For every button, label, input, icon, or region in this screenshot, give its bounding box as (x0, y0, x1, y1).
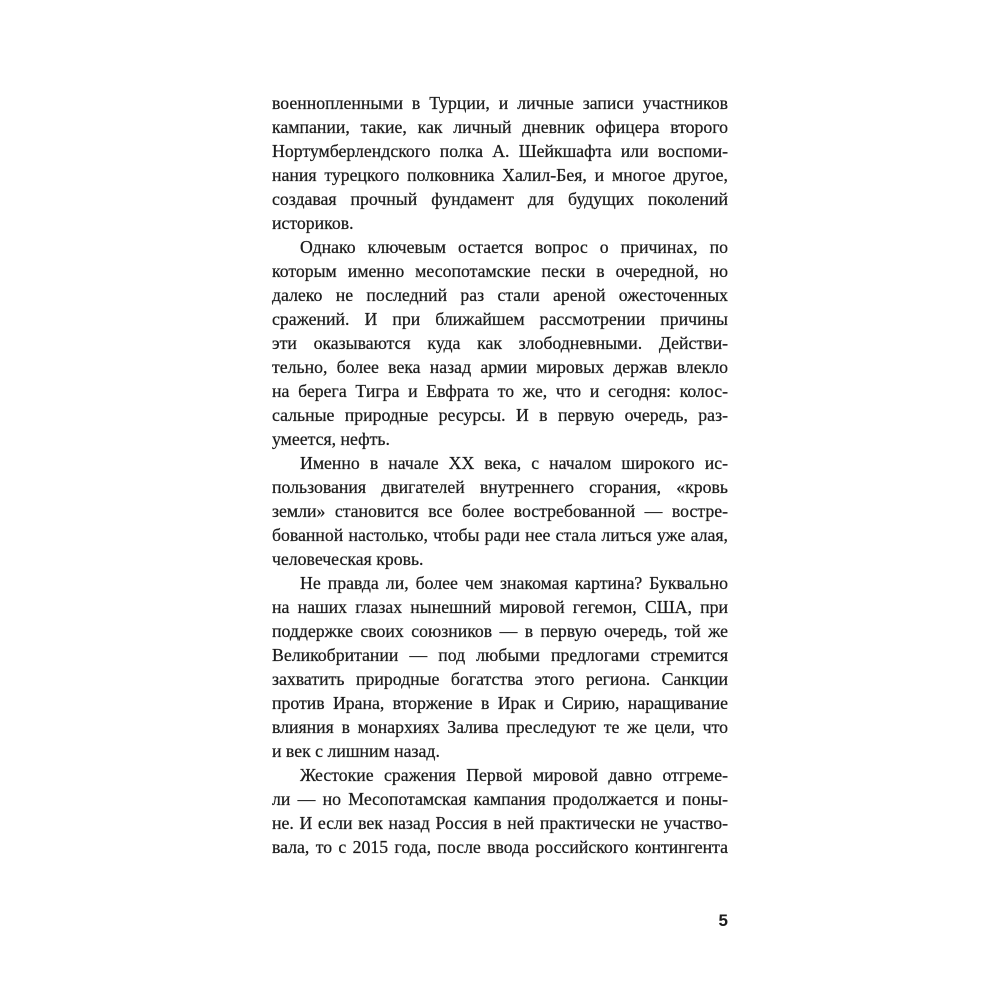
text-line: нания турецкого полковника Халил-Бея, и многое другое, (272, 165, 728, 185)
text-line: не. И если век назад Россия в ней практически не участво- (272, 813, 728, 833)
text-line: поддержке своих союзников — в первую очередь, той же (272, 621, 728, 641)
page-number: 5 (718, 911, 728, 930)
paragraph (272, 571, 728, 763)
text-line: и век с лишним назад. (272, 741, 440, 761)
text-line: Великобритании — под любыми предлогами стремится (272, 645, 728, 665)
text-line: Нортумберлендского полка А. Шейкшафта или воспоми- (272, 141, 728, 161)
text-line: далеко не последний раз стали ареной ожесточенных (272, 285, 728, 305)
text-line: историков. (272, 213, 354, 233)
text-line: которым именно месопотамские пески в очередной, но (272, 261, 728, 281)
text-line: земли» становится все более востребованной — востре- (272, 501, 728, 521)
text-line: Однако ключевым остается вопрос о причинах, по (300, 237, 728, 257)
text-line: человеческая кровь. (272, 549, 424, 569)
text-line: пользования двигателей внутреннего сгорания, «кровь (272, 477, 728, 497)
text-line: бованной настолько, чтобы ради нее стала литься уже алая, (272, 525, 728, 545)
text-line: вала, то с 2015 года, после ввода российского контингента (272, 837, 728, 857)
text-line: влияния в монархиях Залива преследуют те же цели, что (272, 717, 728, 737)
text-line: на берега Тигра и Евфрата то же, что и сегодня: колос- (272, 381, 728, 401)
text-line: умеется, нефть. (272, 429, 390, 449)
text-line: эти оказываются куда как злободневными. Действи- (272, 333, 728, 353)
text-line: тельно, более века назад армии мировых держав влекло (272, 357, 728, 377)
paragraph (272, 763, 728, 859)
text-line: создавая прочный фундамент для будущих поколений (272, 189, 728, 209)
text-line: военнопленными в Турции, и личные записи участников (272, 93, 728, 113)
text-line: ли — но Месопотамская кампания продолжается и поны- (272, 789, 728, 809)
body-text (272, 91, 728, 859)
text-line: Именно в начале XX века, с началом широкого ис- (300, 453, 728, 473)
text-line: захватить природные богатства этого региона. Санкции (272, 669, 728, 689)
paragraph (272, 451, 728, 571)
text-line: сражений. И при ближайшем рассмотрении причины (272, 309, 728, 329)
text-line: сальные природные ресурсы. И в первую очередь, раз- (272, 405, 728, 425)
text-line: на наших глазах нынешний мировой гегемон, США, при (272, 597, 728, 617)
paragraph (272, 91, 728, 235)
text-line: кампании, такие, как личный дневник офицера второго (272, 117, 728, 137)
text-line: Не правда ли, более чем знакомая картина? Буквально (300, 573, 728, 593)
text-line: Жестокие сражения Первой мировой давно отгреме- (300, 765, 728, 785)
paragraph (272, 235, 728, 451)
text-line: против Ирана, вторжение в Ирак и Сирию, наращивание (272, 693, 728, 713)
